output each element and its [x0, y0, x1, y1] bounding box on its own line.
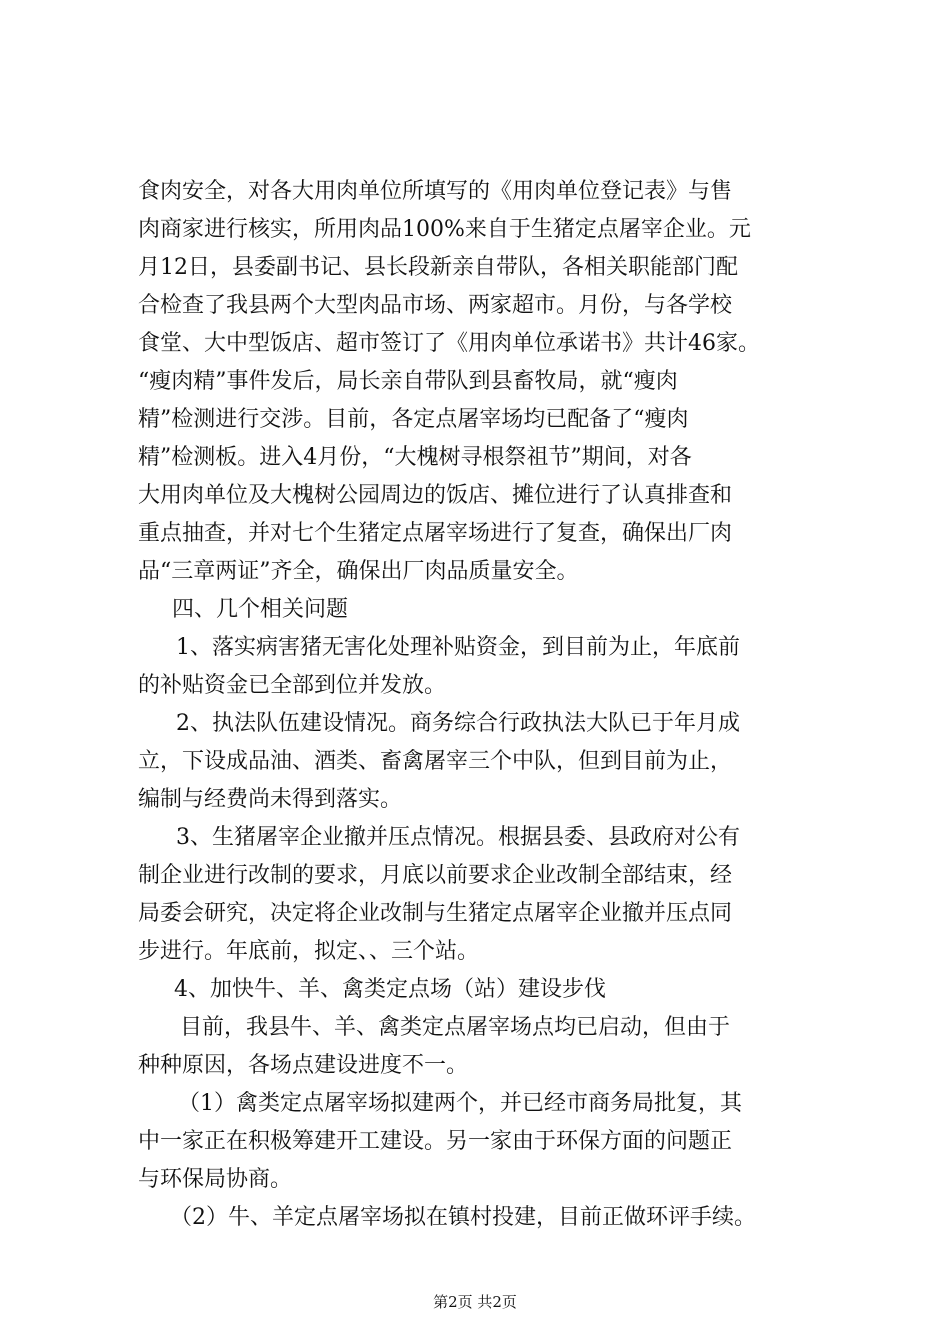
body-text-line: 精”检测板。进入4月份，“大槐树寻根祭祖节”期间，对各	[138, 445, 692, 470]
body-text-line: 步进行。年底前，拟定、、三个站。	[138, 939, 480, 964]
body-text-line: 立，下设成品油、酒类、畜禽屠宰三个中队，但到目前为止，	[138, 749, 733, 774]
body-text-line: 种种原因，各场点建设进度不一。	[138, 1053, 469, 1078]
body-text-line: 局委会研究，决定将企业改制与生猪定点屠宰企业撤并压点同	[138, 901, 733, 926]
body-text-line: 月12日，县委副书记、县长段新亲自带队，各相关职能部门配	[138, 255, 738, 280]
body-text-line: 制企业进行改制的要求，月底以前要求企业改制全部结束，经	[138, 863, 733, 888]
body-text-line: 与环保局协商。	[138, 1167, 293, 1192]
body-text-line: 目前，我县牛、羊、禽类定点屠宰场点均已启动，但由于	[180, 1015, 731, 1040]
body-text-line: （2）牛、羊定点屠宰场拟在镇村投建，目前正做环评手续。	[170, 1205, 756, 1230]
body-text-line: 食堂、大中型饭店、超市签订了《用肉单位承诺书》共计46家。	[138, 331, 760, 356]
body-text-line: 2、执法队伍建设情况。商务综合行政执法大队已于年月成	[176, 711, 740, 736]
subsection-heading: 4、加快牛、羊、禽类定点场（站）建设步伐	[174, 977, 606, 1002]
body-text-line: 食肉安全，对各大用肉单位所填写的《用肉单位登记表》与售	[138, 179, 733, 204]
body-text-line: 中一家正在积极筹建开工建设。另一家由于环保方面的问题正	[138, 1129, 733, 1154]
body-text-line: 3、生猪屠宰企业撤并压点情况。根据县委、县政府对公有	[176, 825, 740, 850]
page-number-footer: 第2页 共2页	[433, 1293, 517, 1311]
body-text-line: 肉商家进行核实，所用肉品100%来自于生猪定点屠宰企业。元	[138, 217, 751, 242]
body-text-line: 合检查了我县两个大型肉品市场、两家超市。月份，与各学校	[138, 293, 733, 318]
body-text-line: 品“三章两证”齐全，确保出厂肉品质量安全。	[138, 559, 579, 584]
body-text-line: 的补贴资金已全部到位并发放。	[138, 673, 447, 698]
section-heading: 四、几个相关问题	[172, 597, 349, 622]
body-text-line: （1）禽类定点屠宰场拟建两个，并已经市商务局批复，其	[178, 1091, 742, 1116]
body-text-line: “瘦肉精”事件发后，局长亲自带队到县畜牧局，就“瘦肉	[138, 369, 678, 394]
body-text-line: 重点抽查，并对七个生猪定点屠宰场进行了复查，确保出厂肉	[138, 521, 733, 546]
body-text-line: 大用肉单位及大槐树公园周边的饭店、摊位进行了认真排查和	[138, 483, 733, 508]
body-text-line: 1、落实病害猪无害化处理补贴资金，到目前为止，年底前	[176, 635, 740, 660]
body-text-line: 编制与经费尚未得到落实。	[138, 787, 403, 812]
body-text-line: 精”检测进行交涉。目前，各定点屠宰场均已配备了“瘦肉	[138, 407, 689, 432]
